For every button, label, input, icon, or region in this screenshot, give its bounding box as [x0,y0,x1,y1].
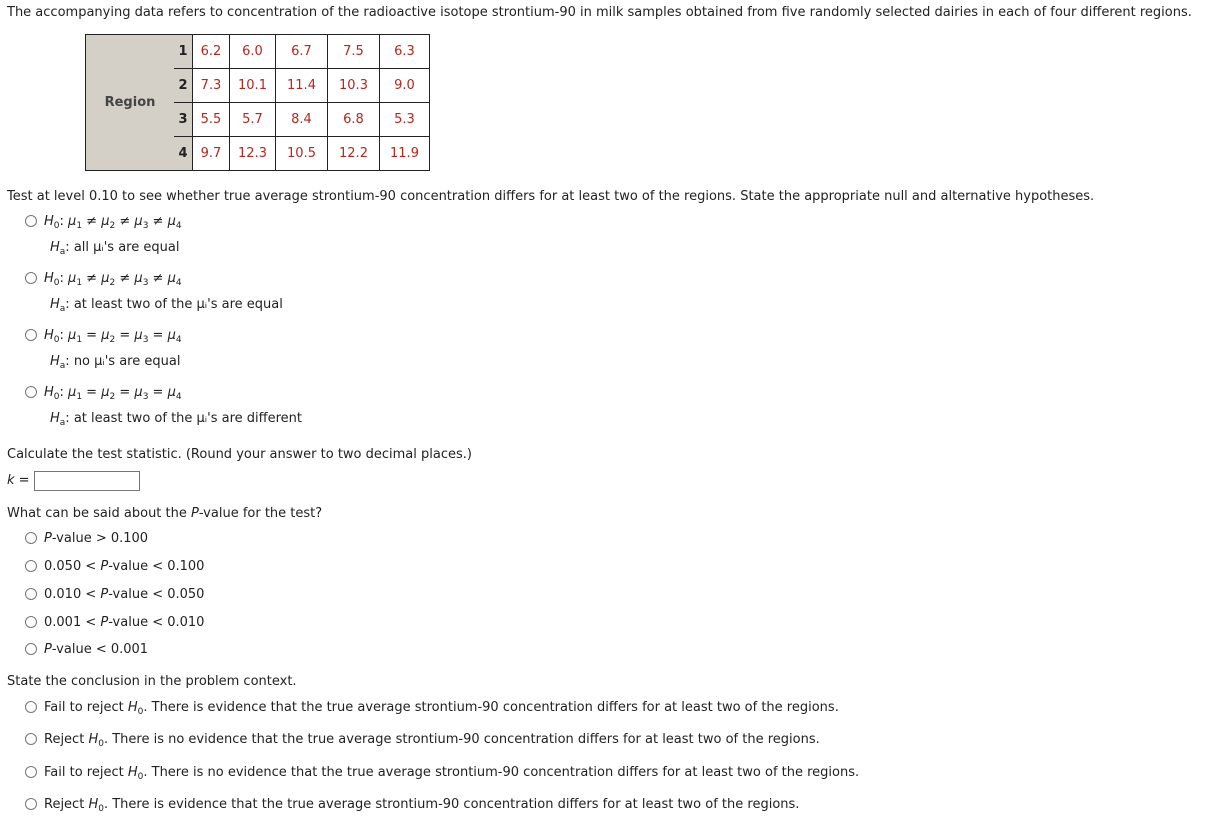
hypothesis-option-2[interactable]: $H_0$: $\mu_1 \ne \mu_2 \ne \mu_3 \ne \mu_4$ [25,271,182,288]
radio-button[interactable] [25,733,37,745]
table-cell: 12.2 [328,137,380,171]
radio-button[interactable] [25,272,37,284]
radio-button[interactable] [25,588,37,600]
table-cell: 5.5 [193,103,230,137]
table-cell: 7.5 [328,35,380,69]
radio-button[interactable] [25,560,37,572]
ha-text: no μᵢ's are equal [73,354,181,369]
radio-button[interactable] [25,701,37,713]
table-cell: 6.3 [380,35,430,69]
table-cell: 9.7 [193,137,230,171]
table-cell: 11.4 [276,69,328,103]
table-cell: 7.3 [193,69,230,103]
conclusion-option-1[interactable]: Fail to reject $H_0$. There is evidence that the true average strontium-90 concentration differs for at least two of the regions. [25,700,839,717]
table-cell: 6.0 [230,35,276,69]
region-label: Region [86,35,175,171]
row-number: 2 [174,69,193,103]
table-cell: 6.2 [193,35,230,69]
row-number: 4 [174,137,193,171]
table-cell: 12.3 [230,137,276,171]
conclusion-option-2[interactable]: Reject $H_0$. There is no evidence that the true average strontium-90 concentration differs for at least two of the regions. [25,732,820,749]
conclusion-question: State the conclusion in the problem context. [7,674,297,689]
pvalue-option-1[interactable]: P-value > 0.100 [25,531,148,546]
table-cell: 11.9 [380,137,430,171]
pvalue-option-5[interactable]: P-value < 0.001 [25,642,148,657]
radio-button[interactable] [25,329,37,341]
alternative-hypothesis-2: $H_a$: at least two of the μᵢ's are equal [50,297,283,314]
conclusion-option-3[interactable]: Fail to reject $H_0$. There is no evidence that the true average strontium-90 concentration differs for at least two of the regions. [25,765,859,782]
intro-text: The accompanying data refers to concentration of the radioactive isotope strontium-90 in milk samples obtained from five randomly selected dairies in each of four different regions. [7,5,1192,20]
row-number: 1 [174,35,193,69]
radio-button[interactable] [25,532,37,544]
table-cell: 6.7 [276,35,328,69]
table-cell: 9.0 [380,69,430,103]
alternative-hypothesis-3: $H_a$: no μᵢ's are equal [50,354,181,371]
hypothesis-option-3[interactable]: $H_0$: $\mu_1 = \mu_2 = \mu_3 = \mu_4$ [25,328,182,345]
radio-button[interactable] [25,798,37,810]
table-cell: 8.4 [276,103,328,137]
ha-text: all μᵢ's are equal [73,240,180,255]
table-cell: 10.1 [230,69,276,103]
table-row [86,35,430,69]
radio-button[interactable] [25,766,37,778]
radio-button[interactable] [25,616,37,628]
table-cell: 10.5 [276,137,328,171]
table-cell: 6.8 [328,103,380,137]
ha-text: at least two of the μᵢ's are equal [73,297,283,312]
alternative-hypothesis-1: $H_a$: all μᵢ's are equal [50,240,180,257]
radio-button[interactable] [25,215,37,227]
row-number: 3 [174,103,193,137]
radio-button[interactable] [25,643,37,655]
conclusion-option-4[interactable]: Reject $H_0$. There is evidence that the true average strontium-90 concentration differs for at least two of the regions. [25,797,799,814]
hypothesis-option-1[interactable]: $H_0$: $\mu_1 \ne \mu_2 \ne \mu_3 \ne \mu_4$ [25,214,182,231]
pvalue-question: What can be said about the P-value for the test? [7,506,323,521]
ha-text: at least two of the μᵢ's are different [73,411,302,426]
hypotheses-question: Test at level 0.10 to see whether true average strontium-90 concentration differs for at least two of the regions. State the appropriate null and alternative hypotheses. [7,189,1095,204]
test-statistic-input[interactable] [34,471,140,491]
pvalue-option-2[interactable]: 0.050 < P-value < 0.100 [25,559,204,574]
pvalue-option-4[interactable]: 0.001 < P-value < 0.010 [25,615,204,630]
stat-question: Calculate the test statistic. (Round your answer to two decimal places.) [7,447,472,462]
data-table [85,34,430,171]
radio-button[interactable] [25,386,37,398]
stat-label: k = [7,473,30,488]
hypothesis-option-4[interactable]: $H_0$: $\mu_1 = \mu_2 = \mu_3 = \mu_4$ [25,385,182,402]
table-cell: 10.3 [328,69,380,103]
alternative-hypothesis-4: $H_a$: at least two of the μᵢ's are different [50,411,302,428]
table-cell: 5.7 [230,103,276,137]
pvalue-option-3[interactable]: 0.010 < P-value < 0.050 [25,587,204,602]
table-cell: 5.3 [380,103,430,137]
